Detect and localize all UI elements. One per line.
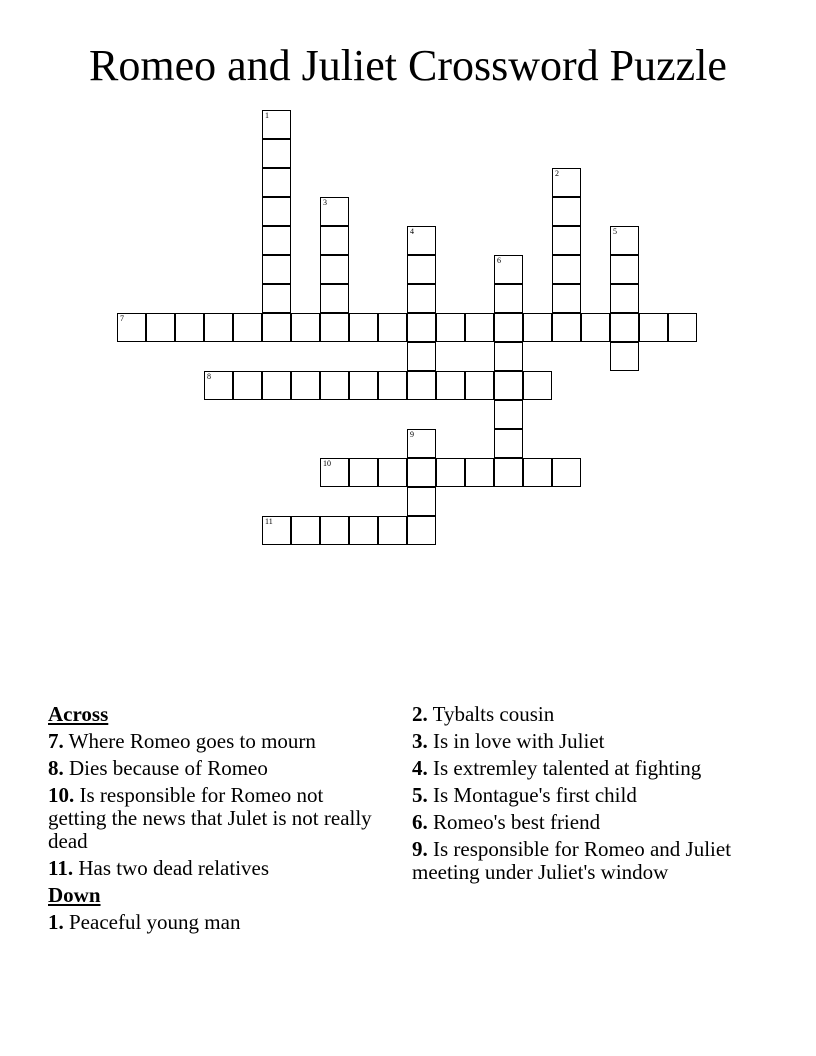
- clue-number-label: 1: [265, 111, 269, 120]
- grid-cell[interactable]: [407, 255, 436, 284]
- grid-cell[interactable]: [291, 371, 320, 400]
- grid-cell[interactable]: [349, 371, 378, 400]
- grid-cell[interactable]: [378, 516, 407, 545]
- grid-cell[interactable]: [610, 313, 639, 342]
- grid-cell[interactable]: [552, 226, 581, 255]
- grid-cell[interactable]: [610, 284, 639, 313]
- grid-cell[interactable]: [262, 371, 291, 400]
- grid-cell[interactable]: [436, 371, 465, 400]
- grid-cell[interactable]: [204, 371, 233, 400]
- clue-down-1: [48, 911, 383, 934]
- grid-cell[interactable]: [262, 284, 291, 313]
- grid-cell[interactable]: [378, 371, 407, 400]
- grid-cell[interactable]: [175, 313, 204, 342]
- grid-cell[interactable]: [407, 342, 436, 371]
- grid-cell[interactable]: [320, 458, 349, 487]
- grid-cell[interactable]: [233, 313, 262, 342]
- grid-cell[interactable]: [494, 429, 523, 458]
- clue-number: 1.: [48, 910, 64, 934]
- clue-across-7: [48, 730, 383, 753]
- clue-number-label: 2: [555, 169, 559, 178]
- clue-text: Tybalts cousin: [432, 702, 555, 726]
- grid-cell[interactable]: [320, 255, 349, 284]
- grid-cell[interactable]: [262, 313, 291, 342]
- grid-cell[interactable]: [494, 400, 523, 429]
- grid-cell[interactable]: [291, 516, 320, 545]
- down-heading: Down: [48, 883, 101, 907]
- clue-text: Dies because of Romeo: [69, 756, 268, 780]
- grid-cell[interactable]: [262, 197, 291, 226]
- grid-cell[interactable]: [552, 458, 581, 487]
- across-heading: Across: [48, 702, 109, 726]
- clue-number: 2.: [412, 702, 428, 726]
- grid-cell[interactable]: [523, 371, 552, 400]
- clue-text: Is in love with Juliet: [433, 729, 605, 753]
- clue-across-10: [48, 784, 383, 853]
- grid-cell[interactable]: [407, 458, 436, 487]
- clue-number-label: 8: [207, 372, 211, 381]
- grid-cell[interactable]: [407, 429, 436, 458]
- grid-cell[interactable]: [552, 255, 581, 284]
- grid-cell[interactable]: [407, 371, 436, 400]
- clue-text: Romeo's best friend: [433, 810, 601, 834]
- clue-text: Is responsible for Romeo and Juliet meeting under Juliet's window: [412, 837, 732, 884]
- grid-cell[interactable]: [668, 313, 697, 342]
- grid-cell[interactable]: [146, 313, 175, 342]
- grid-cell[interactable]: [552, 168, 581, 197]
- grid-cell[interactable]: [436, 458, 465, 487]
- clue-across-8: [48, 757, 383, 780]
- grid-cell[interactable]: [378, 458, 407, 487]
- clue-number: 4.: [412, 756, 428, 780]
- clue-text: Has two dead relatives: [78, 856, 270, 880]
- grid-cell[interactable]: [233, 371, 262, 400]
- clue-down-2: [412, 703, 757, 726]
- grid-cell[interactable]: [349, 516, 378, 545]
- clue-down-4: [412, 757, 757, 780]
- grid-cell[interactable]: [407, 487, 436, 516]
- clue-number: 11.: [48, 856, 74, 880]
- grid-cell[interactable]: [407, 284, 436, 313]
- grid-cell[interactable]: [262, 168, 291, 197]
- clue-text: Where Romeo goes to mourn: [68, 729, 316, 753]
- grid-cell[interactable]: [262, 226, 291, 255]
- clue-down-6: [412, 811, 757, 834]
- grid-cell[interactable]: [494, 342, 523, 371]
- grid-cell[interactable]: [494, 255, 523, 284]
- grid-cell[interactable]: [204, 313, 233, 342]
- grid-cell[interactable]: [117, 313, 146, 342]
- clue-number-label: 5: [613, 227, 617, 236]
- clues-left-column: [48, 703, 383, 938]
- clue-across-11: [48, 857, 383, 880]
- clue-number: 5.: [412, 783, 428, 807]
- grid-cell[interactable]: [494, 458, 523, 487]
- grid-cell[interactable]: [523, 458, 552, 487]
- clue-text: Is responsible for Romeo not getting the news that Julet is not really dead: [48, 783, 372, 853]
- grid-cell[interactable]: [552, 197, 581, 226]
- grid-cell[interactable]: [494, 284, 523, 313]
- grid-cell[interactable]: [610, 255, 639, 284]
- grid-cell[interactable]: [407, 226, 436, 255]
- clue-down-5: [412, 784, 757, 807]
- grid-cell[interactable]: [494, 371, 523, 400]
- grid-cell[interactable]: [436, 313, 465, 342]
- grid-cell[interactable]: [407, 313, 436, 342]
- clue-number-label: 9: [410, 430, 414, 439]
- grid-cell[interactable]: [320, 313, 349, 342]
- grid-cell[interactable]: [494, 313, 523, 342]
- clue-number: 7.: [48, 729, 64, 753]
- grid-cell[interactable]: [320, 516, 349, 545]
- clue-down-9: [412, 838, 757, 884]
- grid-cell[interactable]: [291, 313, 320, 342]
- clues-right-column: [412, 703, 757, 888]
- clue-number: 10.: [48, 783, 75, 807]
- grid-cell[interactable]: [320, 371, 349, 400]
- clue-number-label: 4: [410, 227, 414, 236]
- grid-cell[interactable]: [320, 226, 349, 255]
- clue-text: Is extremley talented at fighting: [433, 756, 702, 780]
- grid-cell[interactable]: [581, 313, 610, 342]
- clue-number-label: 7: [120, 314, 124, 323]
- clue-down-3: [412, 730, 757, 753]
- grid-cell[interactable]: [465, 458, 494, 487]
- grid-cell[interactable]: [320, 284, 349, 313]
- grid-cell[interactable]: [262, 139, 291, 168]
- clue-number: 6.: [412, 810, 428, 834]
- grid-cell[interactable]: [320, 197, 349, 226]
- grid-cell[interactable]: [378, 313, 407, 342]
- grid-cell[interactable]: [552, 313, 581, 342]
- grid-cell[interactable]: [262, 110, 291, 139]
- grid-cell[interactable]: [465, 371, 494, 400]
- clue-number: 8.: [48, 756, 64, 780]
- grid-cell[interactable]: [610, 226, 639, 255]
- grid-cell[interactable]: [610, 342, 639, 371]
- grid-cell[interactable]: [407, 516, 436, 545]
- grid-cell[interactable]: [262, 255, 291, 284]
- grid-cell[interactable]: [262, 516, 291, 545]
- clue-number: 9.: [412, 837, 428, 861]
- grid-cell[interactable]: [552, 284, 581, 313]
- grid-cell[interactable]: [639, 313, 668, 342]
- clue-number-label: 11: [265, 517, 273, 526]
- clue-number-label: 3: [323, 198, 327, 207]
- grid-cell[interactable]: [465, 313, 494, 342]
- grid-cell[interactable]: [523, 313, 552, 342]
- clue-number-label: 6: [497, 256, 501, 265]
- clue-text: Peaceful young man: [69, 910, 241, 934]
- clue-number-label: 10: [323, 459, 331, 468]
- page-title: Romeo and Juliet Crossword Puzzle: [89, 41, 727, 90]
- grid-cell[interactable]: [349, 313, 378, 342]
- clue-number: 3.: [412, 729, 428, 753]
- clue-text: Is Montague's first child: [433, 783, 637, 807]
- grid-cell[interactable]: [349, 458, 378, 487]
